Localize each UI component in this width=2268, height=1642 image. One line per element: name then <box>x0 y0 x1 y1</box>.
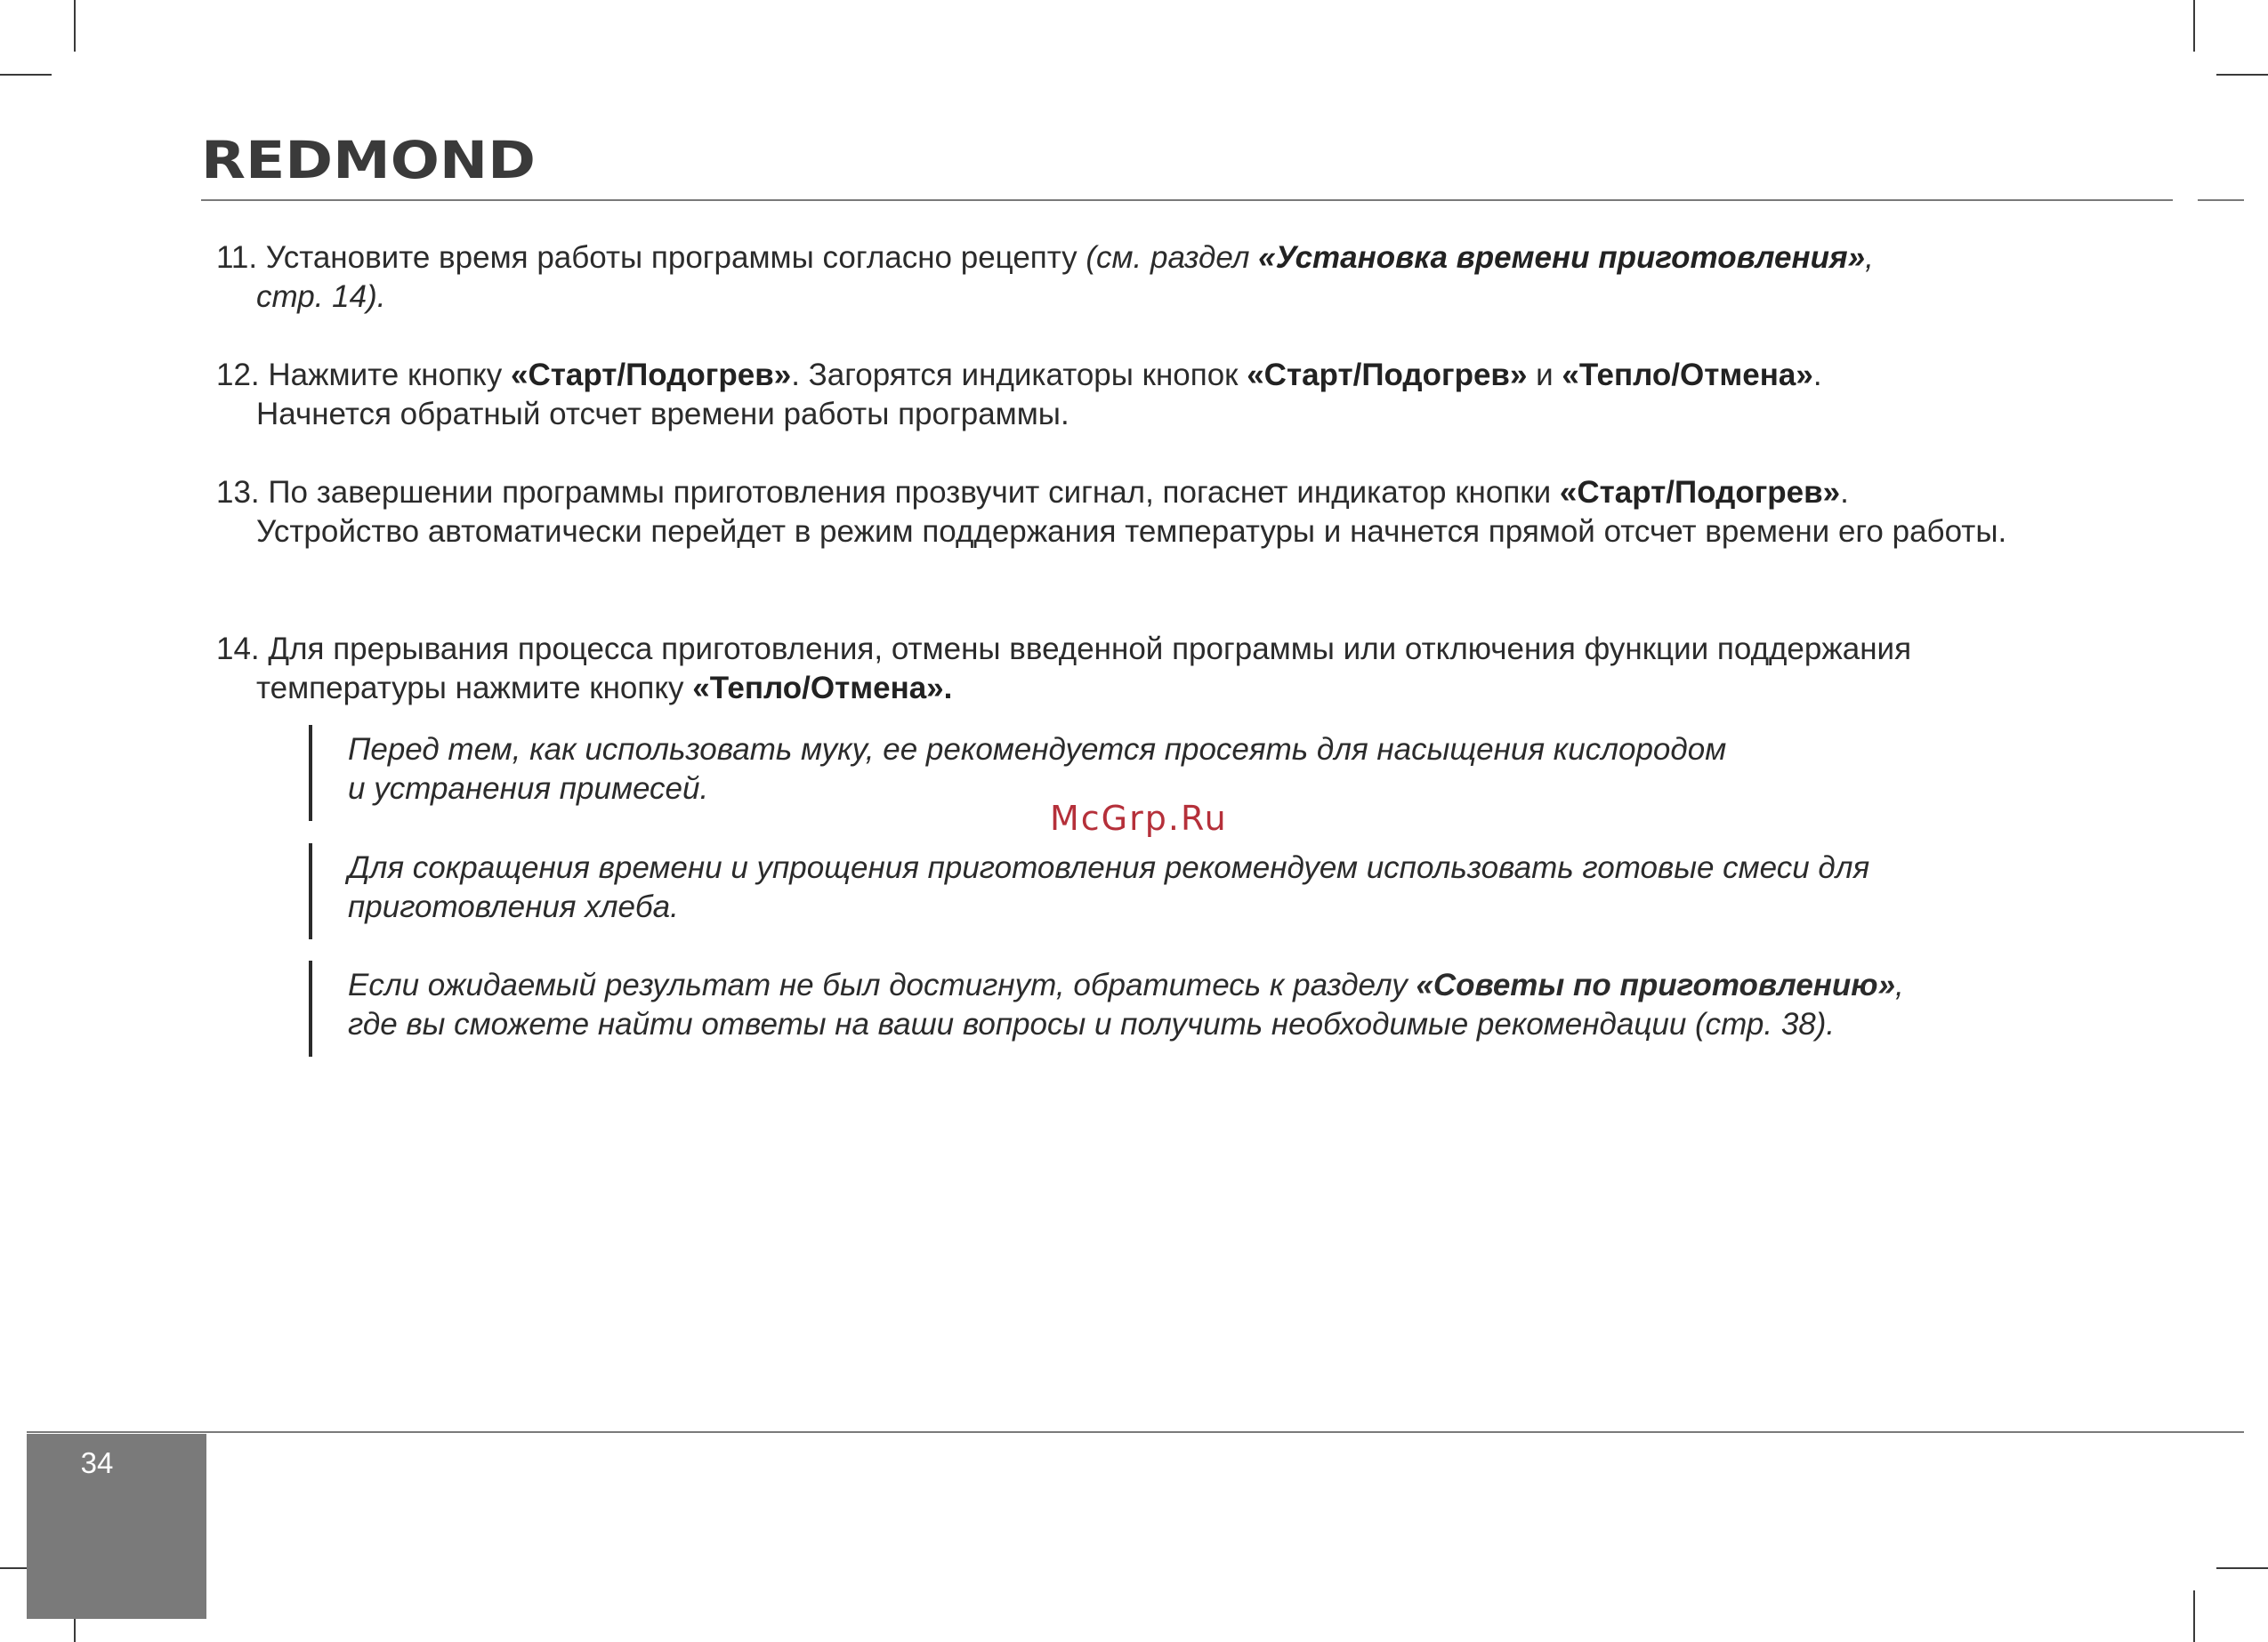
step-11: 11. Установите время работы программы согласно рецепту (см. раздел «Установка времени приготовления», стр. 14). <box>216 240 1874 314</box>
button-name: «Старт/Подогрев» <box>1247 358 1528 392</box>
crop-mark <box>2216 1567 2268 1569</box>
crop-mark <box>2216 74 2268 76</box>
watermark: McGrp.Ru <box>1050 799 1228 838</box>
page-number: 34 <box>80 1446 114 1479</box>
crop-mark <box>2193 0 2195 52</box>
crop-mark <box>74 0 76 52</box>
step-13: 13. По завершении программы приготовления прозвучит сигнал, погаснет индикатор кнопки «Старт/Подогрев». Устройство автоматически перейдет в режим поддержания температуры и начнется прямой отсчет времени его работы. <box>216 475 2007 549</box>
page-number-tab <box>27 1434 206 1619</box>
button-name: «Тепло/Отмена» <box>1562 358 1813 392</box>
note-tips: Если ожидаемый результат не был достигнут, обратитесь к разделу «Советы по приготовлению», где вы сможете найти ответы на ваши вопросы и получить необходимые рекомендации (стр. 38). <box>309 961 2079 1057</box>
crop-mark <box>2193 1590 2195 1642</box>
logo-text: REDMOND <box>201 135 536 183</box>
step-number: 14. <box>216 632 260 666</box>
section-reference: «Установка времени приготовления» <box>1258 240 1866 275</box>
step-14: 14. Для прерывания процесса приготовления, отмены введенной программы или отключения функции поддержания температуры нажмите кнопку «Тепло/Отмена». <box>216 632 1912 705</box>
redmond-logo <box>201 135 539 183</box>
note-flour: Перед тем, как использовать муку, ее рекомендуется просеять для насыщения кислородом и устранения примесей. <box>309 725 2079 821</box>
header-rule-right <box>2198 199 2244 201</box>
section-reference: «Советы по приготовлению» <box>1416 968 1896 1002</box>
step-number: 12. <box>216 358 260 392</box>
header-rule <box>201 199 2173 201</box>
footer-rule <box>27 1431 2244 1433</box>
button-name: «Старт/Подогрев» <box>510 358 792 392</box>
step-number: 11. <box>216 240 258 275</box>
step-number: 13. <box>216 475 260 510</box>
crop-mark <box>0 74 52 76</box>
button-name: «Тепло/Отмена» <box>692 671 944 705</box>
button-name: «Старт/Подогрев» <box>1559 475 1841 510</box>
step-12: 12. Нажмите кнопку «Старт/Подогрев». Загорятся индикаторы кнопок «Старт/Подогрев» и «Тепло/Отмена». Начнется обратный отсчет времени работы программы. <box>216 358 1822 431</box>
note-ready-mixes: Для сокращения времени и упрощения приготовления рекомендуем использовать готовые смеси для приготовления хлеба. <box>309 843 2088 939</box>
